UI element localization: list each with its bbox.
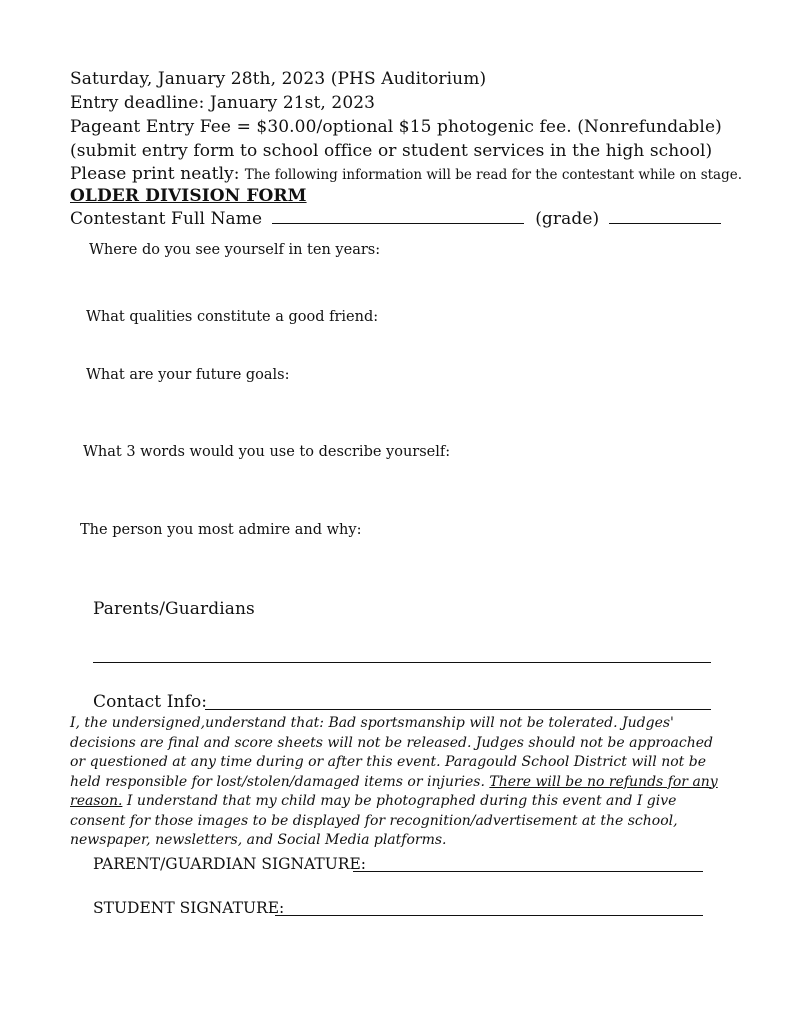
event-date-line: Saturday, January 28th, 2023 (PHS Auditorium) [70,69,487,89]
parents-guardians-field[interactable] [93,662,711,663]
contestant-name-row [70,209,721,229]
question-ten-years: Where do you see yourself in ten years: [89,242,381,258]
question-future-goals: What are your future goals: [86,367,290,383]
entry-fee-line: Pageant Entry Fee = $30.00/optional $15 photogenic fee. (Nonrefundable) [70,117,722,137]
question-good-friend: What qualities constitute a good friend: [86,309,379,325]
consent-text-part1: I, the undersigned,understand that: Bad sportsmanship will not be tolerated. Judges' decisions are final and score sheets will not be released. Judges should not be approached or questioned at any time during or after this event. Paragould School District will not be held responsible for lost/stolen/damaged items or injuries. [70,715,713,790]
grade-label: (grade) [535,209,600,229]
grade-field[interactable] [609,209,721,224]
contestant-name-field[interactable] [272,209,524,224]
parent-signature-field[interactable] [353,871,703,872]
print-neatly-line [70,164,742,184]
no-refunds-text: There will be no refunds for any reason. [70,773,718,809]
submit-instructions-line: (submit entry form to school office or student services in the high school) [70,141,713,161]
student-signature-label: STUDENT SIGNATURE: [93,899,285,917]
entry-deadline-line: Entry deadline: January 21st, 2023 [70,93,376,113]
print-neatly-label: Please print neatly: [70,164,240,184]
parents-guardians-label: Parents/Guardians [93,599,255,619]
contact-info-label: Contact Info: [93,692,208,712]
division-title: OLDER DIVISION FORM [70,186,307,206]
parent-signature-label: PARENT/GUARDIAN SIGNATURE: [93,855,367,873]
question-admire: The person you most admire and why: [80,522,362,538]
contestant-name-label: Contestant Full Name [70,209,263,229]
print-neatly-note: The following information will be read for the contestant while on stage. [244,167,743,183]
student-signature-field[interactable] [275,915,703,916]
consent-text-part2: I understand that my child may be photographed during this event and I give consent for those images to be displayed for recognition/advertisement at the school, newspaper, newsletters, and Social Media platforms. [70,793,678,848]
contact-info-field[interactable] [205,709,711,710]
consent-statement [70,714,725,851]
question-three-words: What 3 words would you use to describe yourself: [83,444,451,460]
